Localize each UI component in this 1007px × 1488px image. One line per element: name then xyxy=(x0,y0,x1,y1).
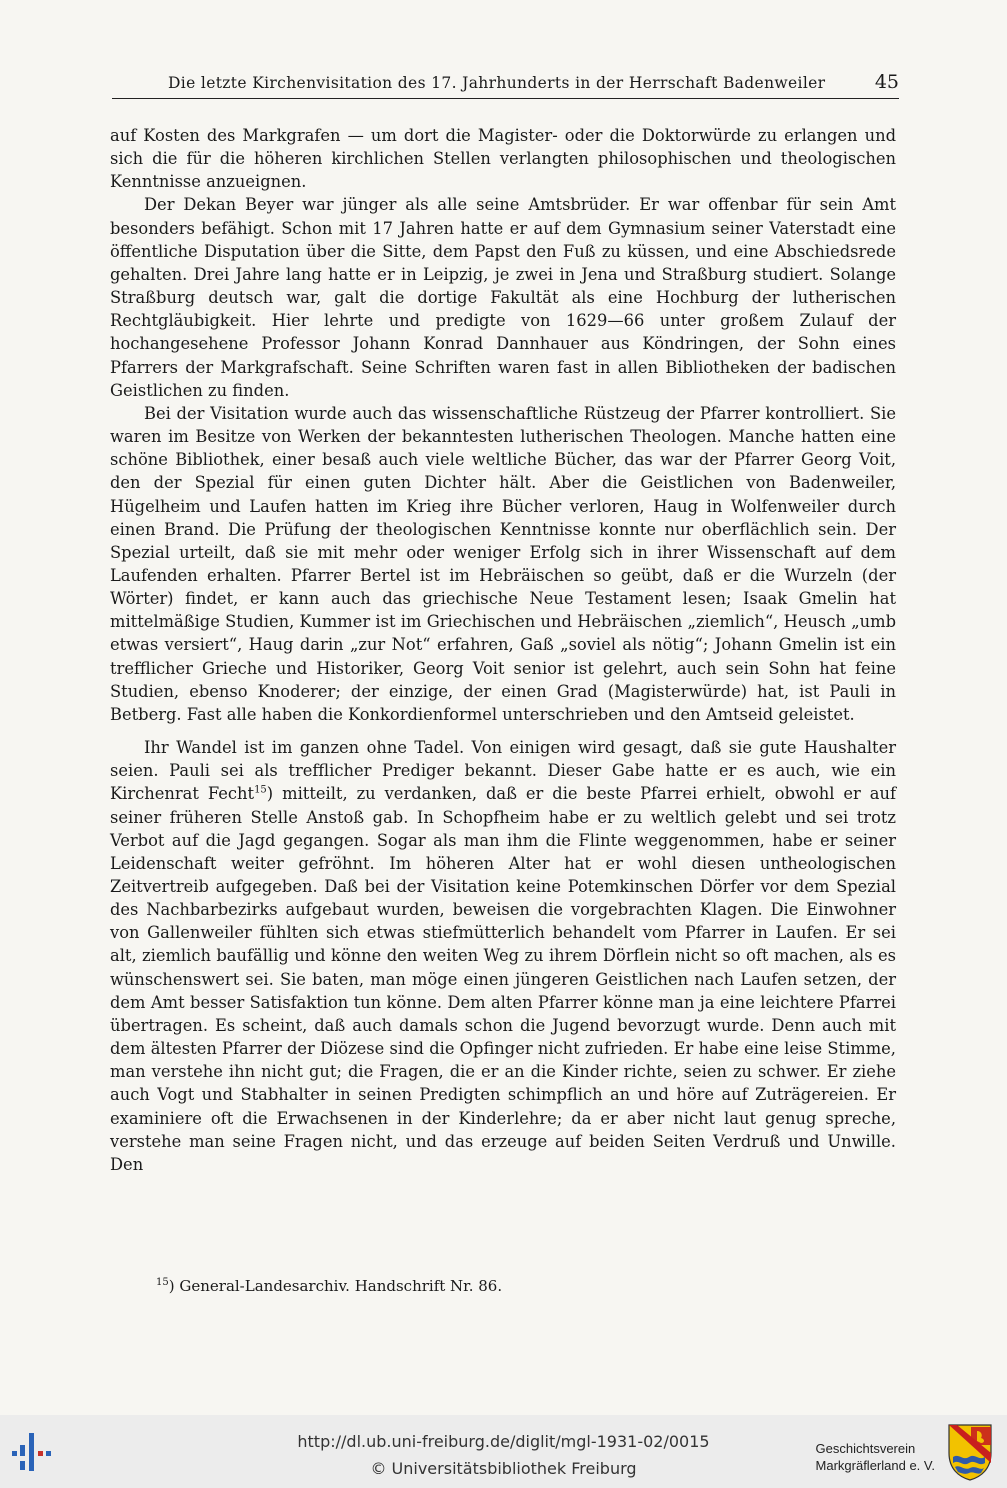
running-head xyxy=(112,72,899,99)
society-name[interactable] xyxy=(816,1440,935,1474)
footnote-marker: 15 xyxy=(156,1277,169,1288)
paragraph-2: Der Dekan Beyer war jünger als alle seine Amtsbrüder. Er war offenbar für sein Amt besonders befähigt. Schon mit 17 Jahren hatte er auf dem Gymnasium seiner Vaterstadt eine öffentliche Disputation über die Sitte, dem Papst den Fuß zu küssen, und eine Abschiedsrede gehalten. Drei Jahre lang hatte er in Leipzig, je zwei in Jena und Straßburg studiert. Solange Straßburg deutsch war, galt die dortige Fakultät als eine Hochburg der lutherischen Rechtgläubigkeit. Hier lehrte und predigte von 1629—66 unter großem Zulauf der hochangesehene Professor Johann Konrad Dannhauer aus Köndringen, der Sohn eines Pfarrers der Markgrafschaft. Seine Schriften waren fast in allen Bibliotheken der badischen Geistlichen zu finden. xyxy=(110,195,896,400)
copyright-notice: © Universitätsbibliothek Freiburg xyxy=(370,1459,637,1478)
society-name-line-1: Geschichtsverein xyxy=(815,1441,916,1456)
body-text xyxy=(110,124,896,1176)
coat-of-arms-icon[interactable] xyxy=(947,1423,993,1481)
footnote-marker-paren: ) xyxy=(168,1277,175,1295)
footnote-reference-paren: ) xyxy=(266,784,274,804)
page-number: 45 xyxy=(874,71,899,93)
running-title: Die letzte Kirchenvisitation des 17. Jahrhunderts in der Herrschaft Badenweiler xyxy=(168,74,826,92)
paragraph-1: auf Kosten des Markgrafen — um dort die Magister- oder die Doktorwürde zu erlangen und sich die für die höheren kirchlichen Stellen verlangten philosophischen und theologischen Kenntnisse anzueignen. xyxy=(110,126,896,192)
society-name-line-2: Markgräflerland e. V. xyxy=(815,1458,935,1473)
footnote xyxy=(156,1277,502,1295)
paragraph-3: Bei der Visitation wurde auch das wissenschaftliche Rüstzeug der Pfarrer kontrolliert. Sie waren im Besitze von Werken der bekanntesten lutherischen Theologen. Manche hatten eine schöne Bibliothek, einer besaß auch viele weltliche Bücher, das war der Pfarrer Georg Voit, den der Spezial für einen guten Dichter hält. Aber die Geistlichen von Badenweiler, Hügelheim und Laufen hatten im Krieg ihre Bücher verloren, Haug in Wolfenweiler durch einen Brand. Die Prüfung der theologischen Kenntnisse konnte nur oberflächlich sein. Der Spezial urteilt, daß sie mit mehr oder weniger Erfolg sich in ihrer Wissenschaft auf dem Laufenden erhalten. Pfarrer Bertel ist im Hebräischen so geübt, daß er die Wurzeln (der Wörter) findet, er kann auch das griechische Neue Testament lesen; Isaak Gmelin hat mittelmäßige Studien, Kummer ist im Griechischen und Hebräischen „ziemlich“, Heusch „umb etwas versiert“, Haug darin „zur Not“ erfahren, Gaß „soviel als nötig“; Johann Gmelin ist ein trefflicher Grieche und Historiker, Georg Voit senior ist gelehrt, auch sein Sohn hat feine Studien, ebenso Knoderer; der einzige, der einen Grad (Magisterwürde) hat, ist Pauli in Betberg. Fast alle haben die Konkordienformel unterschrieben und den Amtseid geleistet. xyxy=(110,403,896,724)
permalink-url[interactable]: http://dl.ub.uni-freiburg.de/diglit/mgl-1931-02/0015 xyxy=(297,1432,710,1451)
paragraph-4-rest: mitteilt, zu verdanken, daß er die beste Pfarrei erhielt, obwohl er auf seiner früheren Stelle Anstoß gab. In Schopfheim habe er zu weltlich gelebt und sei trotz Verbot auf die Jagd gegangen. Sogar als man ihm die Flinte weggenommen, habe er seiner Leidenschaft weiter gefröhnt. Im höheren Alter hat er wohl diesen untheologischen Zeitvertreib aufgegeben. Daß bei der Visitation keine Potemkinschen Dörfer vor dem Spezial des Nachbarbezirks aufgebaut wurden, beweisen die vorgebrachten Klagen. Die Einwohner von Gallenweiler fühlten sich etwas stiefmütterlich behandelt vom Pfarrer in Laufen. Er sei alt, ziemlich baufällig und könne den weiten Weg zu ihrem Dörflein nicht so oft machen, als es wünschenswert sei. Sie baten, man möge einen jüngeren Geistlichen nach Laufen setzen, der dem Amt besser Satisfaktion tun könne. Dem alten Pfarrer könne man ja eine leichtere Pfarrei übertragen. Es scheint, daß auch damals schon die Jugend bevorzugt wurde. Denn auch mit dem ältesten Pfarrer der Diözese sind die Opfinger nicht zufrieden. Er habe eine leise Stimme, man verstehe ihn nicht gut; die Fragen, die er an die Kinder richte, seien zu schwer. Er ziehe auch Vogt und Stabhalter in seinen Predigten schimpflich an und höre auf Zuträgereien. Er examiniere oft die Erwachsenen in der Kinderlehre; da er aber nicht laut genug spreche, verstehe man seine Fragen nicht, und das erzeuge auf beiden Seiten Verdruß und Unwille. Den xyxy=(110,784,896,1174)
footnote-text: General-Landesarchiv. Handschrift Nr. 86. xyxy=(179,1277,503,1295)
paragraph-4-start: Ihr Wandel ist im ganzen ohne Tadel. Von einigen wird gesagt, daß sie gute Haushalter seien. Pauli sei als trefflicher Prediger bekannt. Dieser Gabe hatte er es auch, wie ein Kirchenrat Fecht xyxy=(110,738,896,804)
paragraph-4 xyxy=(110,736,896,1176)
footer-bar xyxy=(0,1415,1007,1488)
footnote-reference[interactable]: 15 xyxy=(254,784,267,796)
